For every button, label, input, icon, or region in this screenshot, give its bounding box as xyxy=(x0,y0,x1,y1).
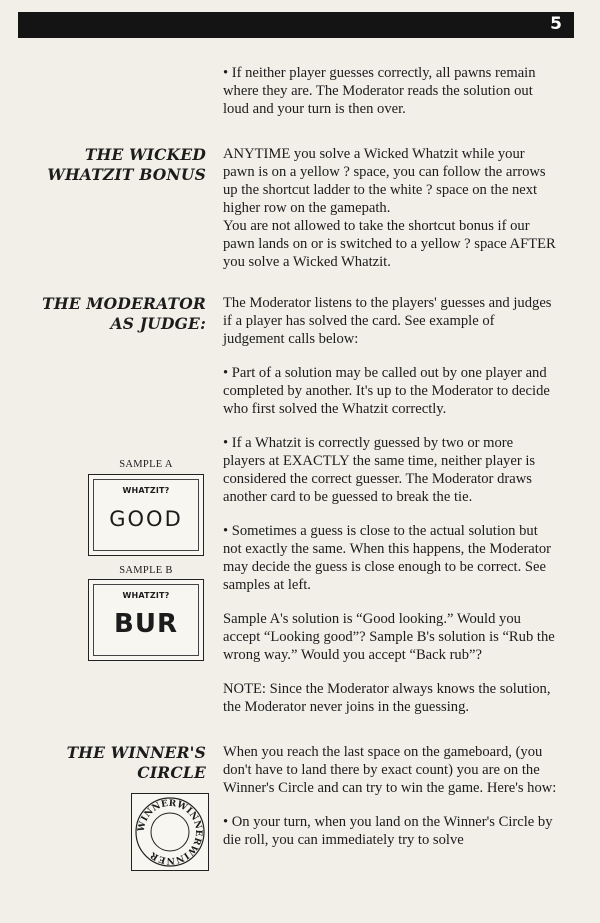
winner-circle-seal xyxy=(131,793,209,871)
whatzit-logo: WHATZIT? xyxy=(122,591,170,600)
moderator-text xyxy=(223,294,557,716)
winners-paragraph-1: When you reach the last space on the gameboard, (you don't have to land there by exact count) you are on the Winner's Circle and can try to win the game. Here's how: xyxy=(223,744,557,796)
intro-paragraph: • If neither player guesses correctly, all pawns remain where they are. The Moderator reads the solution out loud and your turn is then over. xyxy=(223,65,536,117)
moderator-paragraph-6: NOTE: Since the Moderator always knows the solution, the Moderator never joins in the guessing. xyxy=(223,681,551,715)
sample-a-word: GOOD xyxy=(109,507,183,531)
moderator-paragraph-5: Sample A's solution is “Good looking.” Would you accept “Looking good”? Sample B's solution is “Rub the wrong way.” Would you accept “Back rub”? xyxy=(223,611,555,663)
sample-a-label: SAMPLE A xyxy=(119,459,173,470)
winners-circle-text xyxy=(223,743,557,849)
sample-b-label: SAMPLE B xyxy=(119,565,173,576)
moderator-paragraph-3: • If a Whatzit is correctly guessed by two or more players at EXACTLY the same time, neither player is considered the correct guesser. The Moderator draws another card to be guessed to break the tie. xyxy=(223,435,536,505)
wicked-paragraph-2: You are not allowed to take the shortcut bonus if our pawn lands on or is switched to a yellow ? space AFTER you solve a Wicked Whatzit. xyxy=(223,218,556,270)
winner-ring-text: WINNERWINNERWINNER xyxy=(136,798,204,866)
whatzit-logo: WHATZIT? xyxy=(122,486,170,495)
wicked-paragraph-1: ANYTIME you solve a Wicked Whatzit while your pawn is on a yellow ? space, you can follow the arrows up the shortcut ladder to the white ? space on the next higher row on the gamepath. xyxy=(223,146,546,216)
moderator-paragraph-1: The Moderator listens to the players' guesses and judges if a player has solved the card. See example of judgement calls below: xyxy=(223,295,552,347)
wicked-whatzit-text xyxy=(223,145,557,271)
sample-b-card xyxy=(88,579,204,661)
moderator-paragraph-2: • Part of a solution may be called out by one player and completed by another. It's up to the Moderator to decide who first solved the Whatzit correctly. xyxy=(223,365,550,417)
heading-winners-circle: THE WINNER'S CIRCLE xyxy=(66,743,206,782)
winners-paragraph-2: • On your turn, when you land on the Winner's Circle by die roll, you can immediately try to solve xyxy=(223,814,553,848)
sample-a-card xyxy=(88,474,204,556)
heading-moderator-judge: THE MODERATOR AS JUDGE: xyxy=(42,294,206,333)
page-number: 5 xyxy=(550,14,562,34)
intro-text xyxy=(223,64,557,118)
winner-seal-graphic xyxy=(132,794,208,870)
heading-wicked-whatzit: THE WICKED WHATZIT BONUS xyxy=(47,145,206,184)
page-header-bar xyxy=(18,12,574,38)
svg-text:WINNERWINNERWINNER xyxy=(136,799,203,865)
sample-b-word: BUR xyxy=(114,609,178,639)
moderator-paragraph-4: • Sometimes a guess is close to the actual solution but not exactly the same. When this happens, the Moderator may decide the guess is close enough to be correct. See samples at left. xyxy=(223,523,551,593)
